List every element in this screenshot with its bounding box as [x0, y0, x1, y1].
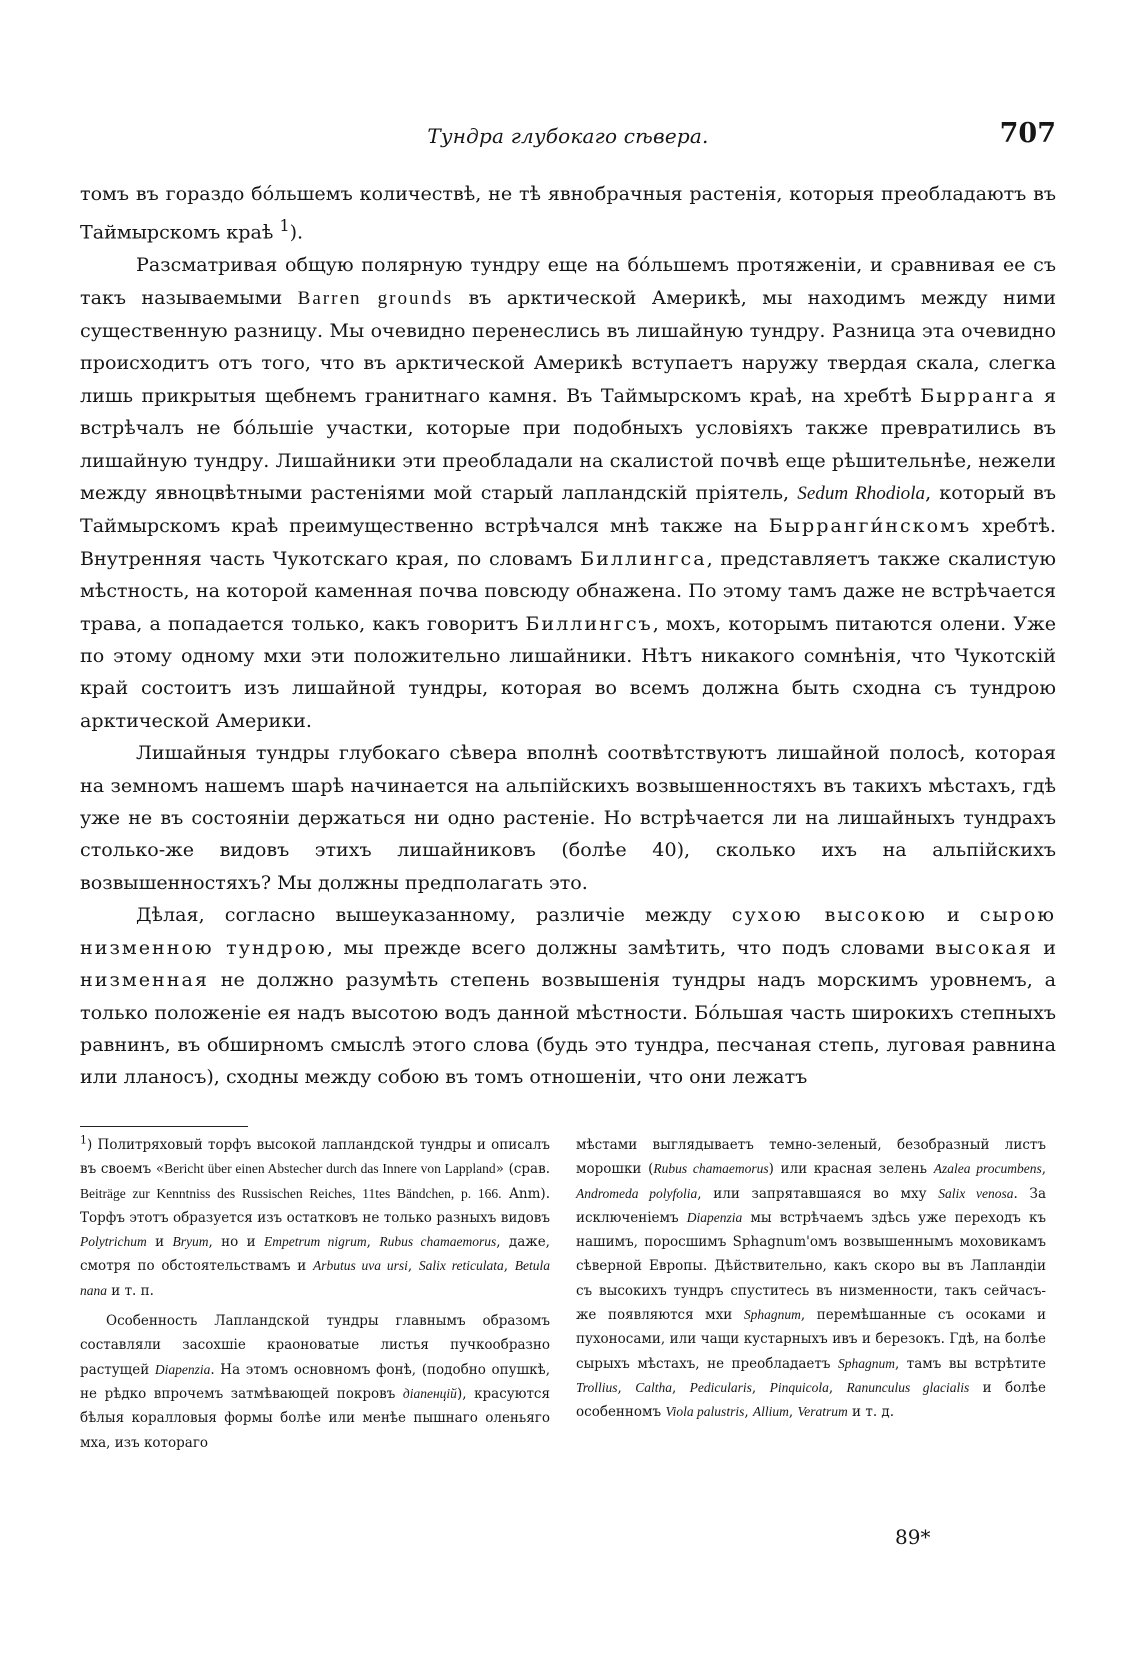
text-run: , мохъ, которымъ питаются олени. Уже по этому одному мхи эти положительно лишайники. Нѣтъ никакого сомнѣнія, что Чукотскій край состоитъ изъ лишайной тундры, которая во всемъ должна быть сходна съ тундрою арктической Америки. — [80, 611, 1056, 732]
italic-run: Rubus chamaemorus — [653, 1161, 769, 1177]
text-run: Лишайныя тундры глубокаго сѣвера вполнѣ соотвѣтствуютъ лишайной полосѣ, которая на земномъ нашемъ шарѣ начинается на альпійскихъ возвышенностяхъ въ такихъ мѣстахъ, гдѣ уже не въ состояніи держаться ни одно растеніе. Но встрѣчается ли на лишайныхъ тундрахъ столько-же видовъ этихъ лишайниковъ (болѣе 40), сколько ихъ на альпійскихъ возвышенностяхъ? Мы должны предполагать это. — [80, 741, 1056, 894]
footnote-left-paragraph-2 — [80, 1309, 550, 1455]
text-run: , — [828, 1379, 847, 1396]
footnote-marker: 1 — [279, 216, 290, 236]
text-run: , тамъ вы встрѣтите — [894, 1355, 1046, 1372]
italic-run: Diapenzia — [686, 1209, 743, 1225]
spaced-run: высокая — [935, 935, 1033, 959]
italic-run: Empetrum nigrum — [263, 1234, 367, 1250]
running-title: Тундра глубокаго сѣвера. — [427, 124, 709, 148]
page-number: 707 — [999, 118, 1056, 149]
text-run: , — [744, 1404, 753, 1421]
text-run: мы встрѣчаемъ здѣсь уже переходъ къ нашимъ, поросшимъ Sphagnum'омъ возвышеннымъ моховикамъ сѣверной Европы. Дѣйствительно, какъ скоро вы въ Лапландіи съ высокихъ тундръ спуститесь въ низменности, такъ сейчасъ-же появляются мхи — [576, 1209, 1046, 1324]
text-run: ) — [87, 1137, 98, 1153]
spaced-run: сухою высокою — [731, 903, 927, 927]
text-run: , — [617, 1379, 636, 1396]
footnote-divider — [80, 1126, 248, 1127]
text-run: томъ въ гораздо бо́льшемъ количествѣ, не тѣ явнобрачныя растенія, которыя преобладаютъ въ Таймырскомъ краѣ — [80, 182, 1056, 244]
italic-run: Allium — [752, 1404, 789, 1420]
text-run: , перемѣшанные съ осоками и пухоносами, или чащи кустарныхъ ивъ и березокъ. Гдѣ, на болѣе сырыхъ мѣстахъ, не преобладаетъ — [576, 1307, 1046, 1372]
text-run: Anm). Торфъ этотъ образуется изъ остатковъ не только разныхъ видовъ — [80, 1185, 550, 1226]
latin-run: Beiträge zur Kenntniss des Russischen Reiches, 11tes Bändchen, p. 166. — [80, 1185, 502, 1201]
text-run: и — [146, 1234, 173, 1251]
italic-run: Pedicularis — [689, 1379, 752, 1395]
italic-run: Trollius — [576, 1379, 618, 1395]
body-paragraph-1 — [80, 178, 1056, 249]
text-run: хребтѣ. Внутренняя часть Чукотскаго края, по словамъ — [80, 514, 1056, 570]
text-run: Разсматривая общую полярную тундру еще на бо́льшемъ протяженіи, и сравнивая ее съ такъ называемыми — [80, 253, 1056, 309]
body-paragraph-4 — [80, 899, 1056, 1093]
text-run: , — [366, 1234, 380, 1251]
italic-run: Viola palustris — [665, 1404, 745, 1420]
text-run: , который въ Таймырскомъ краѣ преимущественно встрѣчался мнѣ также на — [80, 481, 1057, 538]
spaced-run: Биллингсъ — [525, 611, 653, 635]
text-run: и болѣе особенномъ — [576, 1379, 1046, 1421]
italic-run: Sphagnum — [743, 1307, 801, 1323]
text-run: , представляетъ также скалистую мѣстность, на которой каменная почва повсюду обнажена. По этому тамъ даже не встрѣчается трава, а попадается только, какъ говоритъ — [80, 546, 1056, 635]
text-run: , — [788, 1404, 798, 1421]
text-run: въ арктической Америкѣ, мы находимъ между ними существенную разницу. Мы очевидно перенеслись въ лишайную тундру. Разница эта очевидно происходитъ отъ того, что въ арктической Америкѣ вступаетъ наружу твердая скала, слегка лишь прикрытыя щебнемъ гранитнаго камня. Въ Таймырскомъ краѣ, на хребтѣ — [80, 285, 1057, 407]
italic-run: Diapenzia — [154, 1361, 211, 1377]
text-run: Дѣлая, согласно вышеуказанному, различіе между — [136, 903, 732, 927]
text-run: , или запрятавшаяся во мху — [697, 1185, 939, 1202]
italic-run: Salix venosa — [938, 1185, 1014, 1201]
text-run: , — [407, 1258, 419, 1275]
italic-run: Polytrichum — [80, 1234, 147, 1250]
italic-run: діапенцій — [402, 1385, 457, 1401]
text-run: я встрѣчалъ не бо́льшіе участки, которые при подобныхъ условіяхъ также превратились въ лишайную тундру. Лишайники эти преобладали на скалистой почвѣ еще рѣшительнѣе, нежели между явноцвѣтными растеніями мой старый лапландскій пріятель, — [80, 383, 1056, 505]
footnote-right-paragraph-1 — [576, 1133, 1046, 1425]
spaced-run: Политряховый торфъ — [97, 1137, 252, 1153]
footnote-column-left — [80, 1133, 550, 1455]
text-run: мѣстами выглядываетъ темно-зеленый, безобразный листъ морошки ( — [576, 1137, 1046, 1178]
text-run: Особенность Лапландской тундры главнымъ образомъ составляли засохшіе краоноватые листья пучкообразно растущей — [80, 1313, 550, 1378]
italic-run: Sphagnum — [837, 1355, 895, 1371]
spaced-run: сырою низменною тундрою — [80, 903, 1056, 959]
italic-run: Rubus chamaemorus — [379, 1234, 497, 1250]
running-head — [80, 118, 1056, 158]
latin-spaced-run: Barren grounds — [297, 287, 454, 309]
italic-run: Betula nana — [80, 1258, 550, 1298]
text-run: , — [1041, 1161, 1046, 1178]
italic-run: Andromeda polyfolia — [576, 1185, 698, 1201]
text-run: , даже, смотря по обстоятельствамъ и — [80, 1234, 550, 1275]
text-run: » (срав. — [495, 1161, 550, 1178]
italic-run: Bryum — [172, 1234, 209, 1250]
text-run: ). — [289, 220, 304, 244]
text-run: и — [926, 903, 980, 927]
text-run: ), красуются бѣлыя коралловыя формы болѣе или менѣе пышнаго оленьяго мха, изъ котораго — [80, 1385, 551, 1451]
text-run: , мы прежде всего должны замѣтить, что подъ словами — [326, 935, 936, 959]
italic-run: Sedum Rhodiola — [797, 483, 926, 505]
text-run: и — [1032, 935, 1057, 959]
text-run: и т. д. — [847, 1404, 895, 1421]
italic-run: Pinquicola — [769, 1379, 829, 1395]
text-run: , — [503, 1258, 515, 1275]
text-run: , — [751, 1379, 770, 1396]
spaced-run: Бырранги́нскомъ — [768, 514, 972, 538]
text-run: ) или красная зелень — [768, 1161, 934, 1178]
text-run: и т. п. — [107, 1282, 154, 1299]
main-text — [80, 178, 1056, 1094]
footnote-left-paragraph-1 — [80, 1133, 550, 1303]
text-run: высокой лапландской тундры и описалъ въ своемъ « — [80, 1137, 550, 1178]
text-run: не должно разумѣть степень возвышенія тундры надъ морскимъ уровнемъ, а только положеніе ея надъ высотою водъ данной мѣстности. Бо́льшая часть широкихъ степныхъ равнинъ, въ обширномъ смыслѣ этого слова (будь это тундра, песчаная степь, луговая равнина или лланосъ), сходны между собою въ томъ отношеніи, что они лежатъ — [80, 968, 1056, 1089]
italic-run: Arbutus uva ursi — [312, 1258, 408, 1274]
body-paragraph-2 — [80, 249, 1056, 737]
latin-run: Bericht über einen Abstecher durch das Innere von Lappland — [164, 1161, 496, 1177]
text-run: , но и — [208, 1234, 264, 1251]
footnote-marker: 1 — [80, 1133, 87, 1147]
text-run: . На этомъ основномъ фонѣ, (подобно опушкѣ, не рѣдко впрочемъ затмѣвающей покровъ — [80, 1361, 550, 1402]
footnote-column-right — [576, 1133, 1046, 1425]
italic-run: Azalea procumbens — [933, 1161, 1042, 1177]
italic-run: Ranunculus glacialis — [846, 1379, 970, 1395]
body-paragraph-3 — [80, 737, 1056, 899]
italic-run: Veratrum — [797, 1404, 848, 1420]
text-run: . За исключеніемъ — [576, 1185, 1046, 1226]
italic-run: Salix reticulata — [418, 1258, 504, 1274]
spaced-run: низменная — [80, 968, 209, 992]
italic-run: Caltha — [635, 1379, 672, 1395]
spaced-run: Бырранга — [920, 383, 1036, 407]
sheet-signature: 89* — [895, 1525, 931, 1549]
text-run: , — [671, 1379, 690, 1396]
spaced-run: Биллингса — [580, 546, 707, 570]
